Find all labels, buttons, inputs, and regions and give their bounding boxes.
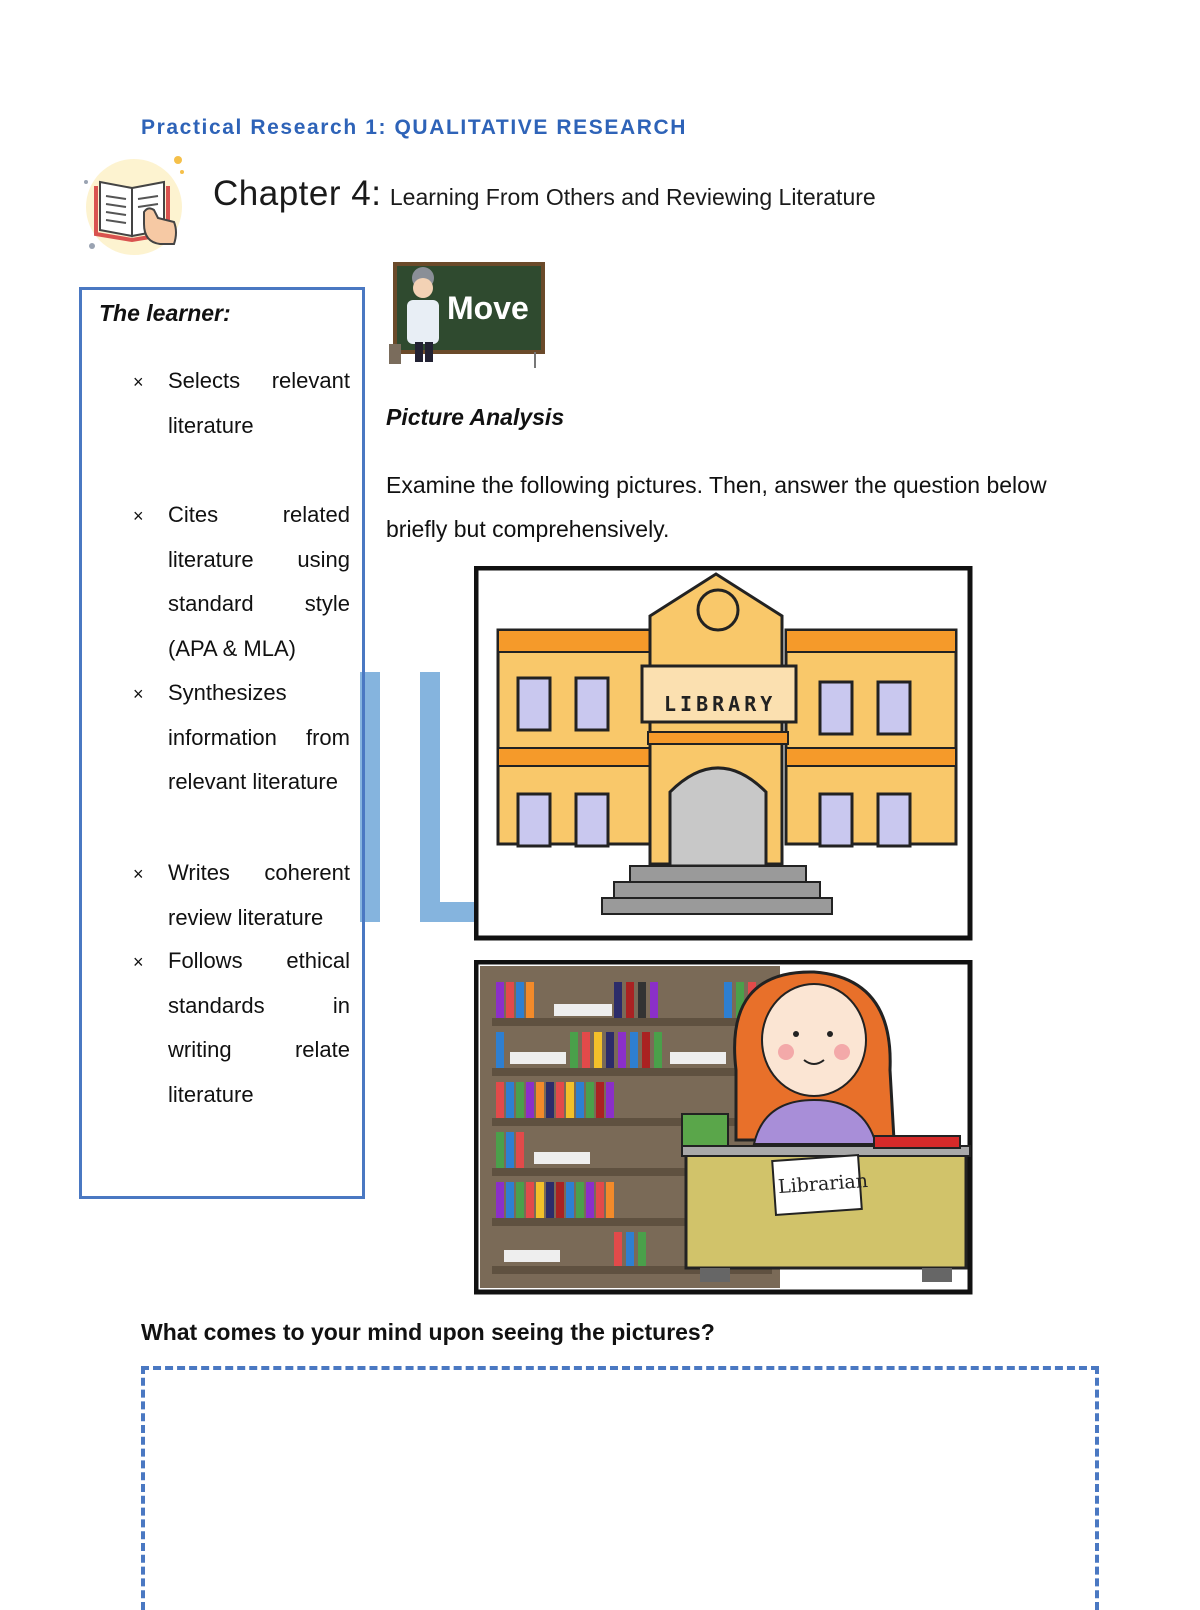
activity-instructions: Examine the following pictures. Then, answer the question below briefly but comprehensively. [386, 472, 1047, 542]
bullet-icon: × [133, 864, 144, 884]
activity-title: Picture Analysis [386, 404, 565, 430]
move-label: Move [447, 290, 529, 326]
objective-item: Selects relevant literature [168, 368, 350, 438]
librarian-illustration [474, 960, 974, 1296]
chapter-title: Learning From Others and Reviewing Literature [389, 184, 876, 210]
learner-heading: The learner: [99, 300, 231, 326]
librarian-sign-text: Librarian [777, 1169, 869, 1199]
bullet-icon: × [133, 952, 144, 972]
bullet-icon: × [133, 506, 144, 526]
chapter-label: Chapter 4: [213, 174, 382, 213]
objective-item: Writes coherent review literature [168, 860, 350, 930]
move-badge [385, 256, 560, 372]
chapter-heading [213, 174, 876, 214]
bullet-icon: × [133, 372, 144, 392]
learning-objectives-box [79, 287, 365, 1199]
objective-item: Synthesizes information from relevant literature [168, 680, 350, 794]
reflection-question: What comes to your mind upon seeing the pictures? [141, 1319, 715, 1345]
open-book-icon [78, 152, 190, 260]
course-title: Practical Research 1: QUALITATIVE RESEARCH [141, 116, 688, 139]
library-building-illustration [474, 566, 974, 942]
objective-item: Follows ethical standards in writing relate literature [168, 948, 350, 1107]
library-sign-text: LIBRARY [664, 692, 777, 716]
objective-item: Cites related literature using standard style (APA & MLA) [168, 502, 350, 661]
answer-box[interactable] [141, 1366, 1099, 1610]
bullet-icon: × [133, 684, 144, 704]
